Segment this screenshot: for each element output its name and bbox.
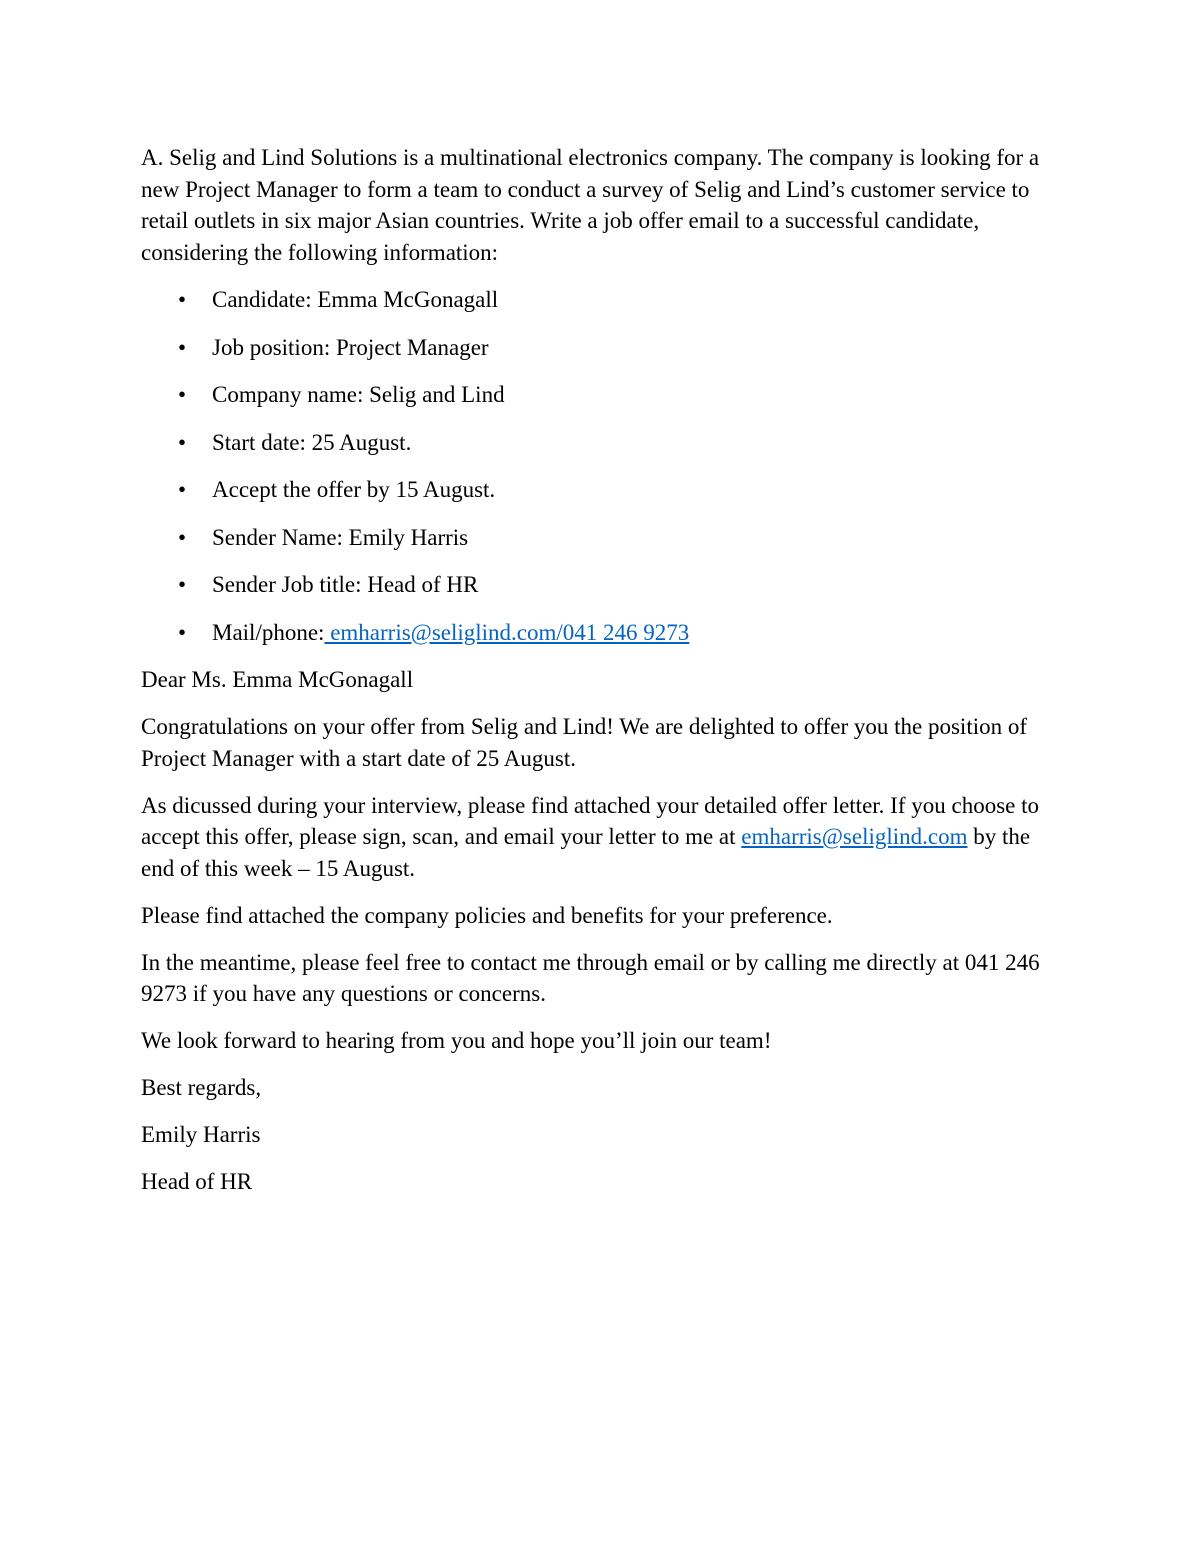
contact-email-phone-link[interactable]: emharris@seliglind.com/041 246 9273 [324, 619, 690, 645]
email-closing: Best regards, [141, 1075, 262, 1100]
list-item-text: Sender Name: Emily Harris [212, 524, 469, 550]
list-item-text: Job position: Project Manager [212, 334, 489, 360]
list-item [141, 569, 1061, 601]
contact-label: Mail/phone: [212, 619, 325, 645]
sender-title: Head of HR [141, 1169, 253, 1194]
bullet-icon: • [177, 382, 187, 407]
paragraph-text: As dicussed during your interview, please find attached your detailed offer letter. If you choose to accept this offer, please sign, scan, and email your letter to me at [141, 792, 1039, 849]
bullet-icon: • [177, 524, 187, 550]
bullet-icon: • [177, 619, 187, 645]
info-list [141, 284, 1061, 648]
email-link[interactable]: emharris@seliglind.com [741, 824, 968, 849]
task-prompt: A. Selig and Lind Solutions is a multinational electronics company. The company is looking for a new Project Manager to form a team to conduct a survey of Selig and Lind’s customer service to retail outlets in six major Asian countries. Write a job offer email to a successful candidate, considering the following information: [141, 145, 1040, 265]
bullet-icon: • [177, 477, 187, 502]
bullet-icon: • [177, 572, 187, 597]
email-paragraph-congratulations: Congratulations on your offer from Selig and Lind! We are delighted to offer you the position of Project Manager with a start date of 25 August. [141, 714, 1028, 771]
sender-name: Emily Harris [141, 1122, 261, 1147]
list-item [141, 379, 1061, 411]
list-item [141, 427, 1061, 459]
list-item-text: Company name: Selig and Lind [212, 382, 505, 407]
list-item [141, 284, 1061, 316]
paragraph-text: by the end of this week – 15 August. [141, 824, 1031, 881]
list-item [141, 332, 1061, 364]
list-item-contact [141, 617, 1061, 649]
bullet-icon: • [177, 334, 187, 360]
email-paragraph-contact: In the meantime, please feel free to contact me through email or by calling me directly at 041 246 9273 if you have any questions or concerns. [141, 949, 1040, 1006]
email-paragraph-policies: Please find attached the company policies and benefits for your preference. [141, 902, 833, 928]
list-item-text: Candidate: Emma McGonagall [212, 287, 499, 312]
bullet-icon: • [177, 429, 187, 455]
list-item-text: Sender Job title: Head of HR [212, 572, 479, 597]
list-item-text: Accept the offer by 15 August. [212, 477, 496, 502]
list-item-text: Start date: 25 August. [212, 429, 412, 455]
email-paragraph-offer-letter [141, 790, 1061, 885]
bullet-icon: • [177, 287, 187, 312]
list-item [141, 522, 1061, 554]
email-greeting: Dear Ms. Emma McGonagall [141, 667, 414, 692]
email-paragraph-closing-remark: We look forward to hearing from you and hope you’ll join our team! [141, 1028, 772, 1053]
list-item [141, 474, 1061, 506]
document-page [141, 142, 1061, 1213]
